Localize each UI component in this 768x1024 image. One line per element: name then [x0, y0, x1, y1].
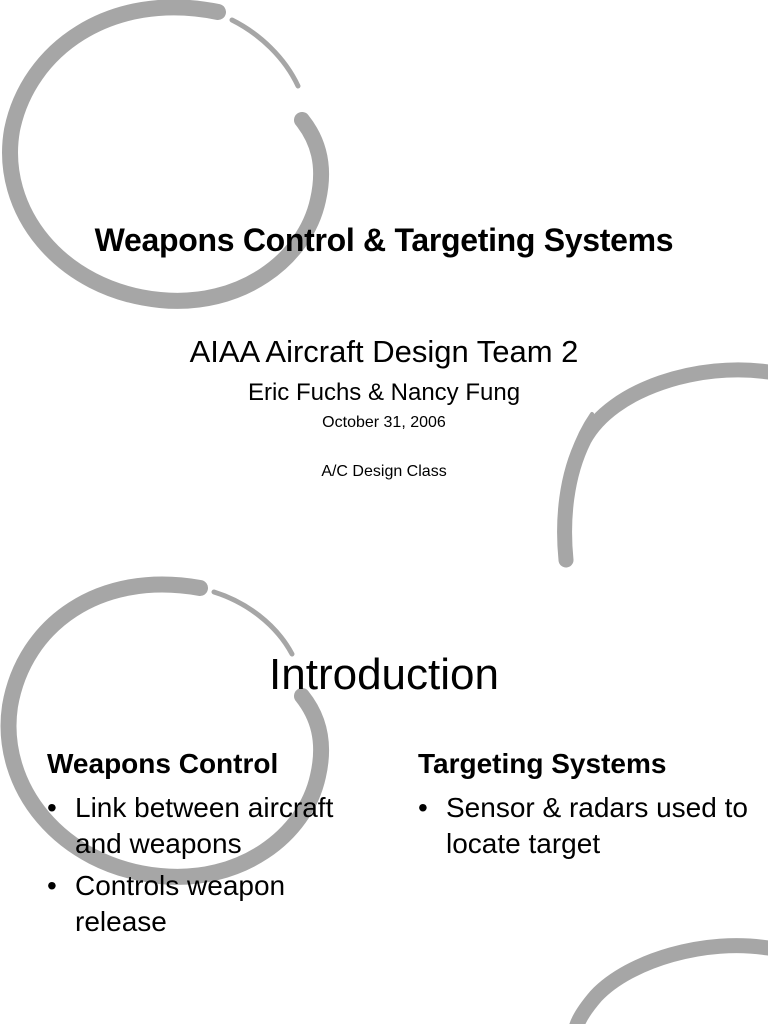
slide-title-heading: Weapons Control & Targeting Systems: [94, 222, 674, 258]
bullet-list: [47, 790, 347, 940]
weapons-control-column: [47, 746, 347, 946]
list-item-text: Sensor & radars used to locate target: [446, 792, 748, 859]
list-item: [47, 868, 347, 940]
bullet-glyph: •: [47, 792, 57, 823]
slide-heading: Introduction: [269, 650, 499, 699]
list-item-text: Controls weapon release: [75, 870, 286, 937]
slide-introduction: [0, 576, 768, 1024]
column-heading: Targeting Systems: [418, 748, 667, 779]
list-item-text: Link between aircraft and weapons: [75, 792, 334, 859]
slide-subtitle: AIAA Aircraft Design Team 2: [189, 334, 579, 369]
list-item: [418, 790, 748, 862]
bullet-list: [418, 790, 748, 862]
slide-class-name: A/C Design Class: [321, 463, 447, 480]
slide-date: October 31, 2006: [322, 414, 446, 431]
column-heading: Weapons Control: [47, 748, 279, 779]
bullet-glyph: •: [418, 792, 428, 823]
slide-authors: Eric Fuchs & Nancy Fung: [247, 379, 521, 406]
list-item: [47, 790, 347, 862]
bullet-glyph: •: [47, 870, 57, 901]
targeting-systems-column: [418, 746, 748, 868]
